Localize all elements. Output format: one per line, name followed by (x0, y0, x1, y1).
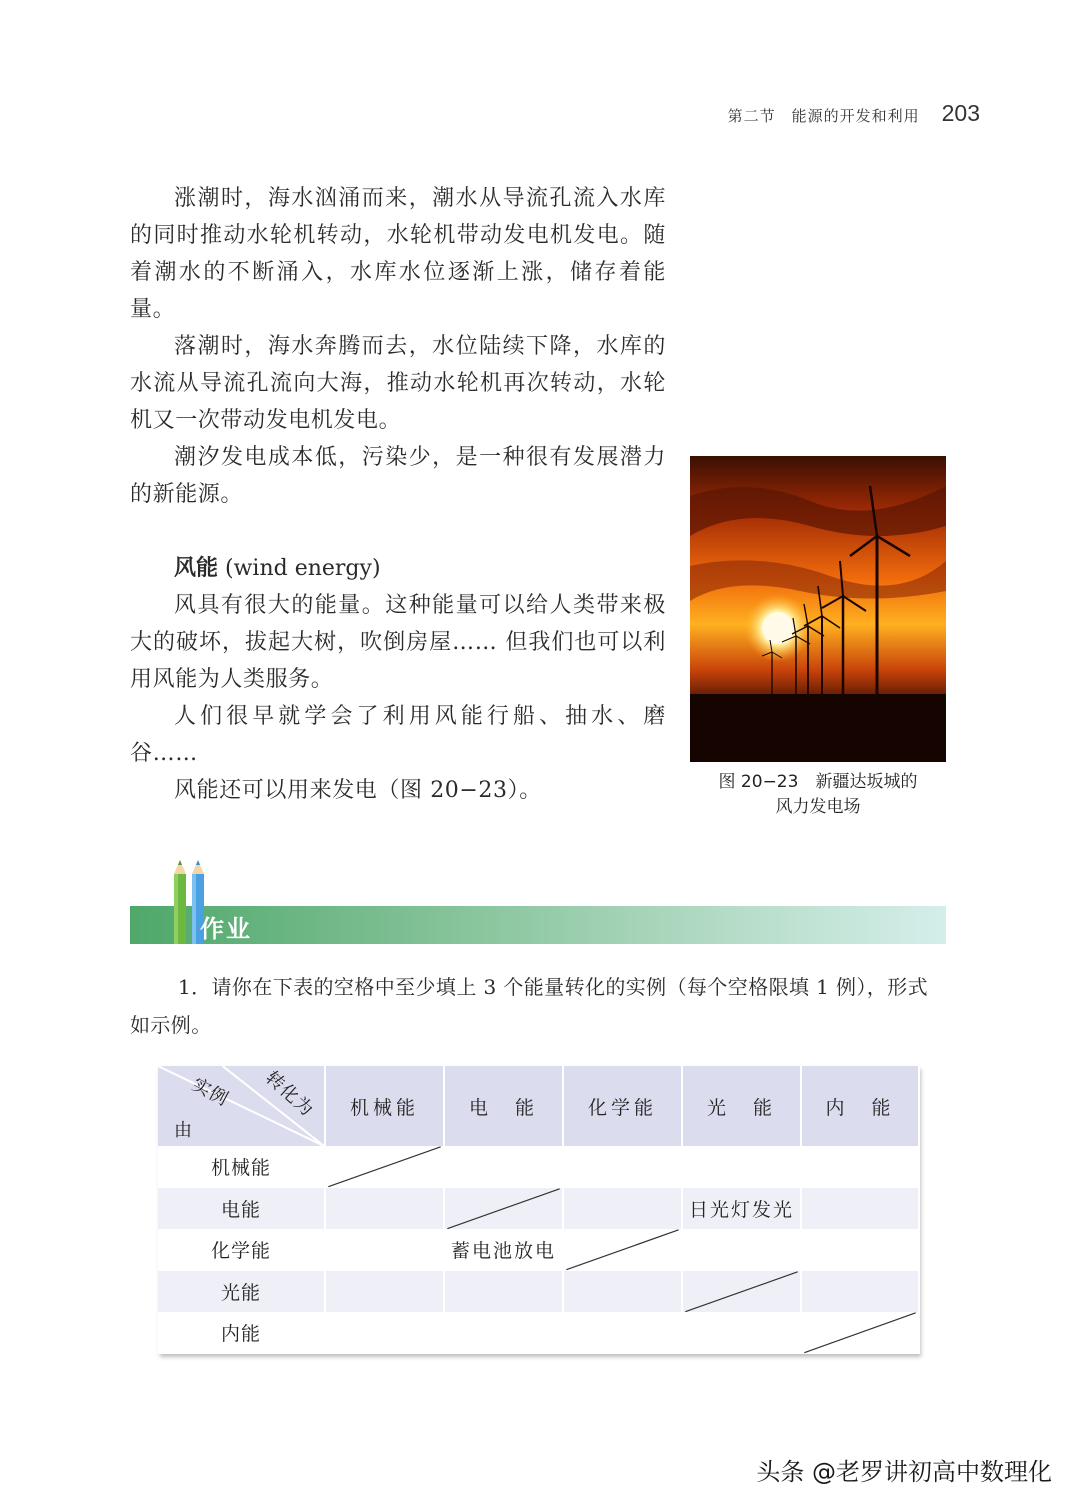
table-cell (682, 1146, 801, 1188)
table-cell (563, 1271, 682, 1313)
section-title: 第二节 能源的开发和利用 (727, 107, 920, 125)
table-cell (325, 1188, 444, 1230)
paragraph-wind-power: 风具有很大的能量。这种能量可以给人类带来极大的破坏，拔起大树，吹倒房屋…… 但我们也可以利用风能为人类服务。 (130, 593, 666, 692)
table-header-row (158, 1066, 919, 1146)
homework-title: 作业 (200, 915, 252, 943)
table-cell (325, 1271, 444, 1313)
table-cell (801, 1188, 919, 1230)
diagonal-cell (801, 1312, 919, 1354)
row-header: 光能 (158, 1271, 325, 1313)
wind-energy-heading (130, 550, 666, 587)
diagonal-cell (325, 1146, 444, 1188)
column-header: 光 能 (682, 1066, 801, 1146)
paragraph-tidal-summary: 潮汐发电成本低，污染少，是一种很有发展潜力的新能源。 (130, 445, 666, 507)
table-row (158, 1188, 919, 1230)
paragraph-ebb-tide: 落潮时，海水奔腾而去，水位陆续下降，水库的水流从导流孔流向大海，推动水轮机再次转动，水轮机又一次带动发电机发电。 (130, 334, 666, 433)
table-row (158, 1312, 919, 1354)
source-watermark: 头条 @老罗讲初高中数理化 (756, 1458, 1052, 1486)
row-header: 电能 (158, 1188, 325, 1230)
diagonal-cell (444, 1188, 563, 1230)
column-header: 内 能 (801, 1066, 919, 1146)
energy-conversion-table (158, 1066, 919, 1354)
table-cell (444, 1146, 563, 1188)
table-row (158, 1271, 919, 1313)
paragraph-flood-tide: 涨潮时，海水汹涌而来，潮水从导流孔流入水库的同时推动水轮机转动，水轮机带动发电机发电。随着潮水的不断涌入，水库水位逐渐上涨，储存着能量。 (130, 186, 666, 322)
table-cell (563, 1312, 682, 1354)
table-row (158, 1229, 919, 1271)
table-cell (563, 1188, 682, 1230)
column-header: 机械能 (325, 1066, 444, 1146)
table-cell (325, 1312, 444, 1354)
table-cell-example: 日光灯发光 (682, 1188, 801, 1230)
wind-farm-photo (690, 456, 946, 762)
column-header: 电 能 (444, 1066, 563, 1146)
wind-farm-sunset-image (690, 456, 946, 762)
diagonal-cell (682, 1271, 801, 1313)
row-header: 化学能 (158, 1229, 325, 1271)
corner-label-example: 实例 (188, 1074, 233, 1111)
figure-caption-line2: 风力发电场 (775, 797, 861, 817)
figure-caption (690, 770, 946, 820)
table-cell (682, 1229, 801, 1271)
diagonal-cell (563, 1229, 682, 1271)
table-cell (444, 1312, 563, 1354)
table-cell (682, 1312, 801, 1354)
paragraph-wind-uses: 人们很早就学会了利用风能行船、抽水、磨谷…… (130, 704, 666, 766)
paragraph-wind-electricity: 风能还可以用来发电（图 20−23）。 (174, 778, 542, 803)
table-cell (444, 1271, 563, 1313)
row-header: 内能 (158, 1312, 325, 1354)
page-number: 203 (941, 100, 980, 126)
table-corner-cell (158, 1066, 325, 1146)
table-cell (801, 1229, 919, 1271)
figure-caption-line1: 图 20−23 新疆达坂城的 (718, 772, 918, 792)
column-header: 化学能 (563, 1066, 682, 1146)
row-header: 机械能 (158, 1146, 325, 1188)
corner-label-from: 由 (174, 1120, 196, 1141)
homework-question: 1．请你在下表的空格中至少填上 3 个能量转化的实例（每个空格限填 1 例），形式如示例。 (130, 975, 929, 1037)
table-cell (325, 1229, 444, 1271)
corner-label-converts-to: 转化为 (261, 1067, 318, 1121)
wind-energy-title-en: (wind energy) (225, 556, 381, 581)
body-text (130, 180, 666, 809)
table-cell (563, 1146, 682, 1188)
table-cell-example: 蓄电池放电 (444, 1229, 563, 1271)
table-cell (801, 1271, 919, 1313)
wind-energy-title: 风能 (174, 556, 219, 581)
homework-banner (130, 906, 946, 944)
table-row (158, 1146, 919, 1188)
page-header (728, 100, 980, 127)
table-cell (801, 1146, 919, 1188)
